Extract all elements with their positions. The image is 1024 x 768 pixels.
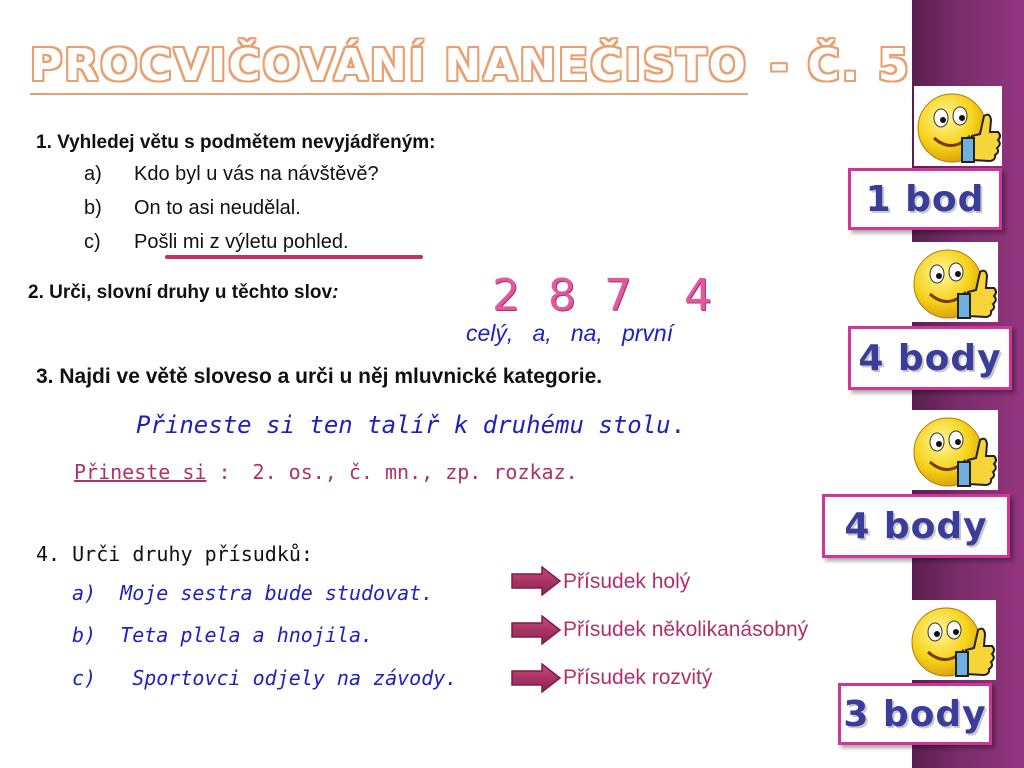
task2-answer-4: 4 bbox=[684, 270, 712, 321]
task4-item-c: c) Sportovci odjely na závody. bbox=[72, 666, 458, 690]
task4-answer-b: Přísudek několikanásobný bbox=[563, 618, 809, 641]
score-label-4: 3 body bbox=[843, 693, 987, 735]
task4-item-a: a) Moje sestra bude studovat. bbox=[72, 581, 434, 605]
task3-heading: 3. Najdi ve větě sloveso a urči u něj mluvnické kategorie. bbox=[36, 365, 603, 388]
task1-heading: 1. Vyhledej větu s podmětem nevyjádřeným: bbox=[36, 132, 436, 153]
score-box-2 bbox=[848, 326, 1012, 390]
score-label-1: 1 bod bbox=[865, 178, 985, 220]
task3-answer-row bbox=[74, 460, 578, 484]
slide-title bbox=[30, 40, 910, 91]
task1-option-b-label: b) bbox=[84, 197, 102, 219]
score-label-2: 4 body bbox=[858, 337, 1002, 379]
score-label-3: 4 body bbox=[844, 505, 988, 547]
task3-sentence-text: Přineste si ten talíř k druhému stolu bbox=[136, 411, 671, 439]
title-number: - Č. 5 bbox=[769, 40, 911, 91]
right-arrow-icon bbox=[510, 615, 562, 645]
task4-heading: 4. Urči druhy přísudků: bbox=[36, 542, 313, 566]
task2-answer-1: 2 bbox=[492, 270, 520, 321]
task2-answer-3: 7 bbox=[604, 270, 632, 321]
task3-answer: 2. os., č. mn., zp. rozkaz. bbox=[252, 460, 578, 484]
task1-option-c-text: Pošli mi z výletu pohled. bbox=[134, 231, 349, 253]
task1-option-b-text: On to asi neudělal. bbox=[134, 197, 301, 219]
task2-heading-text: 2. Urči, slovní druhy u těchto slov bbox=[28, 282, 333, 303]
thumbs-up-smiley-icon bbox=[910, 242, 998, 322]
score-box-1 bbox=[848, 168, 1002, 230]
task2-words: celý, a, na, první bbox=[466, 320, 674, 346]
task2-answer-2: 8 bbox=[548, 270, 576, 321]
title-main: PROCVIČOVÁNÍ NANEČISTO bbox=[30, 40, 748, 95]
thumbs-up-smiley-icon bbox=[910, 410, 998, 490]
task3-sentence bbox=[136, 411, 685, 439]
task4-answer-c: Přísudek rozvitý bbox=[563, 666, 713, 689]
task1-option-a-label: a) bbox=[84, 163, 102, 185]
thumbs-up-smiley-icon bbox=[908, 600, 996, 680]
task1-option-c-label: c) bbox=[84, 231, 101, 253]
task4-answer-a: Přísudek holý bbox=[563, 570, 691, 593]
task1-option-a-text: Kdo byl u vás na návštěvě? bbox=[134, 163, 379, 185]
right-arrow-icon bbox=[510, 566, 562, 596]
task2-heading bbox=[28, 282, 338, 304]
task2-heading-colon: : bbox=[332, 282, 339, 303]
task3-verb: Přineste si bbox=[74, 460, 207, 484]
answer-underline bbox=[165, 255, 423, 259]
task3-sentence-end: . bbox=[670, 411, 686, 439]
score-box-3 bbox=[822, 494, 1010, 558]
thumbs-up-smiley-icon bbox=[914, 86, 1002, 166]
right-arrow-icon bbox=[510, 663, 562, 693]
task4-item-b: b) Teta plela a hnojila. bbox=[72, 623, 374, 647]
score-box-4 bbox=[838, 683, 992, 745]
task3-separator: : bbox=[206, 460, 231, 484]
